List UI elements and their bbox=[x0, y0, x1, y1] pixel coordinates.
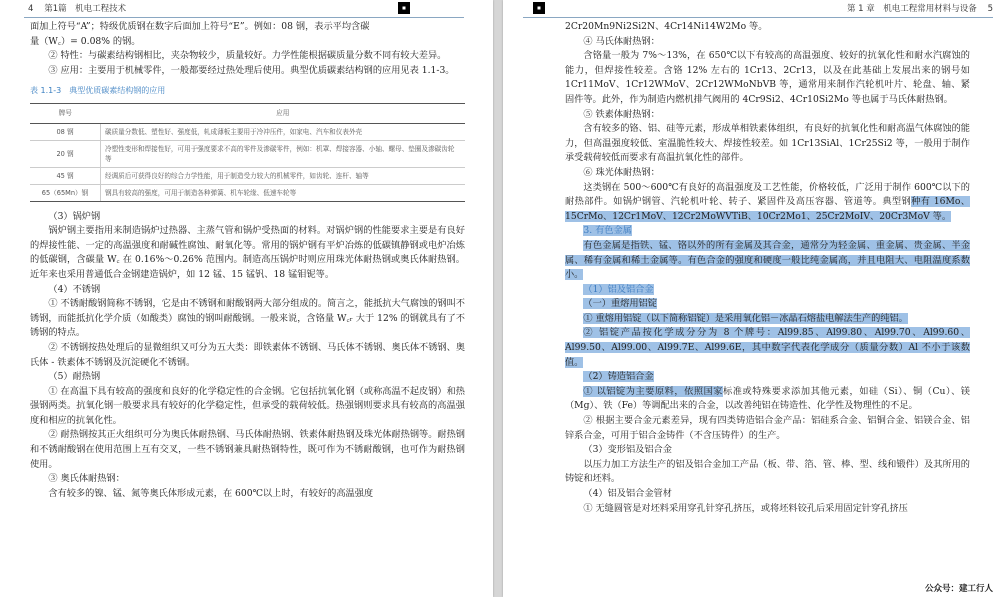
selected-text[interactable]: （1）铝及铝合金 bbox=[583, 283, 654, 295]
table-cell-use: 钢具有较高的强度，可用于制造各种弹簧、机车轮缘、低速车轮等 bbox=[101, 184, 466, 201]
right-page-number: 5 bbox=[987, 4, 993, 14]
pearlitic-text bbox=[565, 181, 970, 225]
pearlitic-text-plain: 这类钢在 500～600℃有良好的高温强度及工艺性能，价格较低，广泛用于制作 600℃以下的耐热部件。如锅炉钢管、汽轮机叶轮、转子、紧固件及高压容器、管道等。典型钢 bbox=[565, 181, 970, 208]
aluminum-heading bbox=[565, 283, 970, 298]
cast-alloy-heading bbox=[565, 370, 970, 385]
table-caption: 表 1.1-3 典型优质碳素结构钢的应用 bbox=[30, 86, 166, 96]
right-header-rule bbox=[523, 17, 993, 18]
table-row bbox=[30, 140, 465, 167]
selected-text[interactable]: ① 重熔用铝锭（以下简称铝锭）是采用氧化铝－冰晶石熔盐电解法生产的纯铝。 bbox=[583, 312, 908, 324]
boiler-steel-heading: （3）锅炉钢 bbox=[48, 210, 101, 222]
table-cell-grade: 65（65Mn）钢 bbox=[30, 184, 101, 201]
table-row bbox=[30, 184, 465, 201]
right-chapter-title: 第 1 章 机电工程常用材料与设备 bbox=[846, 4, 977, 14]
left-page-number: 4 bbox=[28, 4, 34, 14]
left-page-header bbox=[28, 2, 448, 16]
cast-alloy-text-1 bbox=[565, 385, 970, 414]
watermark: 公众号：建工行人 bbox=[922, 582, 996, 594]
boiler-steel-text: 锅炉钢主要指用来制造锅炉过热器、主蒸气管和锅炉受热面的材料。对锅炉钢的性能要求主要是有良好的焊接性能、一定的高温强度和耐碱性腐蚀、耐氧化等。常用的锅炉钢有平炉冶炼的低碳镇静钢或电炉冶炼的低碳钢，含碳量 W꜀ 在 0.16%～0.26% 范围内。制造高压锅炉时则应用珠光体耐热钢或奥氏体耐热钢。近年来也采用普通低合金钢建造锅炉，如 12 锰、15 锰钒、18 锰钼铌等。 bbox=[30, 225, 465, 280]
tube-text-1: ① 无缝圆管是对坯料采用穿孔针穿孔挤压，或将坯料铰孔后采用固定针穿孔挤压 bbox=[583, 502, 908, 514]
table-row bbox=[30, 167, 465, 184]
right-page bbox=[503, 0, 1000, 597]
remelting-ingot-heading bbox=[565, 297, 970, 312]
stainless-text-1: ① 不锈耐酸钢简称不锈钢，它是由不锈钢和耐酸钢两大部分组成的。简言之，能抵抗大气腐蚀的钢叫不锈钢，而能抵抗化学介质（如酸类）腐蚀的钢叫耐酸钢。一般来说，含铬量 W꜀ᵣ 大于 12% 的钢就具有了不锈钢的特点。 bbox=[30, 298, 465, 339]
selected-text[interactable]: 3. 有色金属 bbox=[583, 225, 632, 237]
nonferrous-heading bbox=[565, 224, 970, 239]
table-cell-use: 碳质量分数低、塑性好、强度低，轧成薄板主要用于冷冲压件，如家电、汽车和仪表外壳 bbox=[101, 123, 466, 140]
ferritic-text: 含有较多的铬、铝、硅等元素，形成单相铁素体组织，有良好的抗氧化性和耐高温气体腐蚀的能力，但高温强度较低、室温脆性较大、焊接性较差。如 1Cr13SiAl、1Cr25Si2 等，一般用于制作承受载荷较低而要求有高温抗氧化性的部件。 bbox=[565, 123, 970, 164]
wrought-alloy-text: 以压力加工方法生产的铝及铝合金加工产品（板、带、箔、管、棒、型、线和锻件）及其所用的铸锭和坯料。 bbox=[565, 458, 970, 485]
paragraph-properties: ② 特性：与碳素结构钢相比，夹杂物较少，质量较好。力学性能根据碳质量分数不同有较大差异。 bbox=[48, 50, 447, 62]
left-header-rule bbox=[24, 17, 464, 18]
ferritic-heading: ⑤ 铁素体耐热钢： bbox=[583, 108, 660, 120]
table-row bbox=[30, 123, 465, 140]
remelting-ingot-text-1 bbox=[565, 312, 970, 327]
left-chapter-title: 第1篇 机电工程技术 bbox=[44, 4, 127, 14]
steel-application-table bbox=[30, 103, 465, 202]
table-header-row bbox=[30, 103, 465, 123]
stainless-heading: （4）不锈钢 bbox=[48, 283, 101, 295]
tube-heading: （4）铝及铝合金管材 bbox=[583, 488, 672, 499]
right-page-header bbox=[763, 2, 993, 16]
table-cell-grade: 45 钢 bbox=[30, 167, 101, 184]
wrought-alloy-heading: （3）变形铝及铝合金 bbox=[583, 444, 672, 456]
table-cell-grade: 08 钢 bbox=[30, 123, 101, 140]
qr-code-icon bbox=[398, 2, 410, 14]
paragraph-application: ③ 应用：主要用于机械零件，一般都要经过热处理后使用。典型优质碳素结构钢的应用见表 1.1-3。 bbox=[48, 64, 455, 76]
remelting-ingot-text-2 bbox=[565, 326, 970, 370]
martensitic-heading: ④ 马氏体耐热钢： bbox=[583, 35, 660, 47]
table-header-use: 应用 bbox=[101, 103, 466, 123]
right-text-column bbox=[565, 20, 970, 516]
selected-text[interactable]: ① 以铝锭为主要原料，依照国家 bbox=[583, 385, 724, 397]
heat-resistant-text-2: ② 耐热钢按其正火组织可分为奥氏体耐热钢、马氏体耐热钢、铁素体耐热钢及珠光体耐热钢等。耐热钢和不锈耐酸钢在使用范围上互有交叉，一些不锈钢兼具耐热钢特性，既可作为不锈耐酸钢，也可作为耐热钢使用。 bbox=[30, 429, 465, 470]
table-cell-use: 经调质后可获得良好的综合力学性能，用于制造受力较大的机械零件，如齿轮、连杆、轴等 bbox=[101, 167, 466, 184]
intro-line-1: 面加上符号“A”；特级优质钢在数字后面加上符号“E”。例如：08 钢，表示平均含碳 bbox=[30, 21, 370, 32]
selected-text[interactable]: （一）重熔用铝锭 bbox=[583, 298, 657, 310]
intro-line-2: 量（W꜀）= 0.08% 的钢。 bbox=[30, 35, 141, 47]
austenitic-heading: ③ 奥氏体耐热钢： bbox=[48, 473, 125, 485]
heat-resistant-text-1: ① 在高温下具有较高的强度和良好的化学稳定性的合金钢。它包括抗氧化钢（或称高温不起皮钢）和热强钢两类。抗氧化钢一般要求具有较好的化学稳定性，但承受的载荷较低。热强钢则要求具有较高的高温强度和相应的抗氧化性。 bbox=[30, 385, 465, 426]
martensitic-text: 含铬量一般为 7%～13%，在 650℃以下有较高的高温强度、较好的抗氧化性和耐水汽腐蚀的能力，但焊接性较差。含铬 12% 左右的 1Cr13、2Cr13，以及在此基础上发展出来的钢号如 1Cr11MoV、1Cr12WMoV、2Cr12WMoNbVB 等，通常用来制作汽轮机叶片、轮盘、轴、紧固件等。此外，作为制造内燃机排气阀用的 4Cr9Si2、4Cr10Si2Mo 等也属于马氏体耐热钢。 bbox=[565, 50, 970, 105]
selected-text[interactable]: 种有 16Mo、15CrMo、12Cr1MoV、12Cr2MoWVTiB、10Cr2Mo1、25Cr2MoIV、20Cr3MoV 等。 bbox=[565, 196, 970, 222]
qr-code-icon bbox=[533, 2, 545, 14]
heat-resistant-heading: （5）耐热钢 bbox=[48, 371, 101, 383]
pearlitic-heading: ⑥ 珠光体耐热钢： bbox=[583, 166, 660, 178]
page-gutter bbox=[493, 0, 503, 597]
cut-off-line: 含有较多的镍、锰、氮等奥氏体形成元素，在 600℃以上时，有较好的高温强度 bbox=[48, 487, 374, 499]
left-page bbox=[0, 0, 493, 597]
stainless-text-2: ② 不锈钢按热处理后的显微组织又可分为五大类：即铁素体不锈钢、马氏体不锈钢、奥氏体不锈钢、奥氏体 - 铁素体不锈钢及沉淀硬化不锈钢。 bbox=[30, 341, 465, 368]
cast-alloy-text-plain: 标准或特殊要求添加其他元素，如硅（Si）、铜（Cu）、镁（Mg）、铁（Fe）等调配出来的合金，以改善纯铝在铸造性、化学性及物理性的不足。 bbox=[565, 385, 970, 412]
selected-text[interactable]: （2）铸造铝合金 bbox=[583, 371, 654, 383]
left-text-column bbox=[30, 20, 465, 501]
selected-text[interactable]: ② 铝锭产品按化学成分分为 8 个牌号：Al99.85、Al99.80、Al99.70、Al99.60、Al99.50、Al99.00、Al99.7E、Al99.6E，其中数字代表化学成分（质量分数）Al 不小于该数值。 bbox=[565, 327, 970, 368]
table-cell-grade: 20 钢 bbox=[30, 140, 101, 167]
table-header-grade: 牌号 bbox=[30, 103, 101, 123]
selected-text[interactable]: 有色金属是指铁、锰、铬以外的所有金属及其合金，通常分为轻金属、重金属、贵金属、半金属、稀有金属和稀土金属等。有色合金的强度和硬度一般比纯金属高，并且电阻大、电阻温度系数小。 bbox=[565, 239, 970, 281]
continued-line: 2Cr20Mn9Ni2Si2N、4Cr14Ni14W2Mo 等。 bbox=[565, 21, 768, 32]
table-cell-use: 冷塑性变形和焊接性好，可用于强度要求不高的零件及渗碳零件，例如：机罩、焊接容器、小轴、螺母、垫圈及渗碳齿轮等 bbox=[101, 140, 466, 167]
nonferrous-text bbox=[565, 239, 970, 283]
cast-alloy-text-2: ② 根据主要合金元素差异，现有四类铸造铝合金产品：铝硅系合金、铝铜合金、铝镁合金、铝锌系合金，可用于铝合金铸件（不含压铸件）的生产。 bbox=[565, 415, 970, 441]
